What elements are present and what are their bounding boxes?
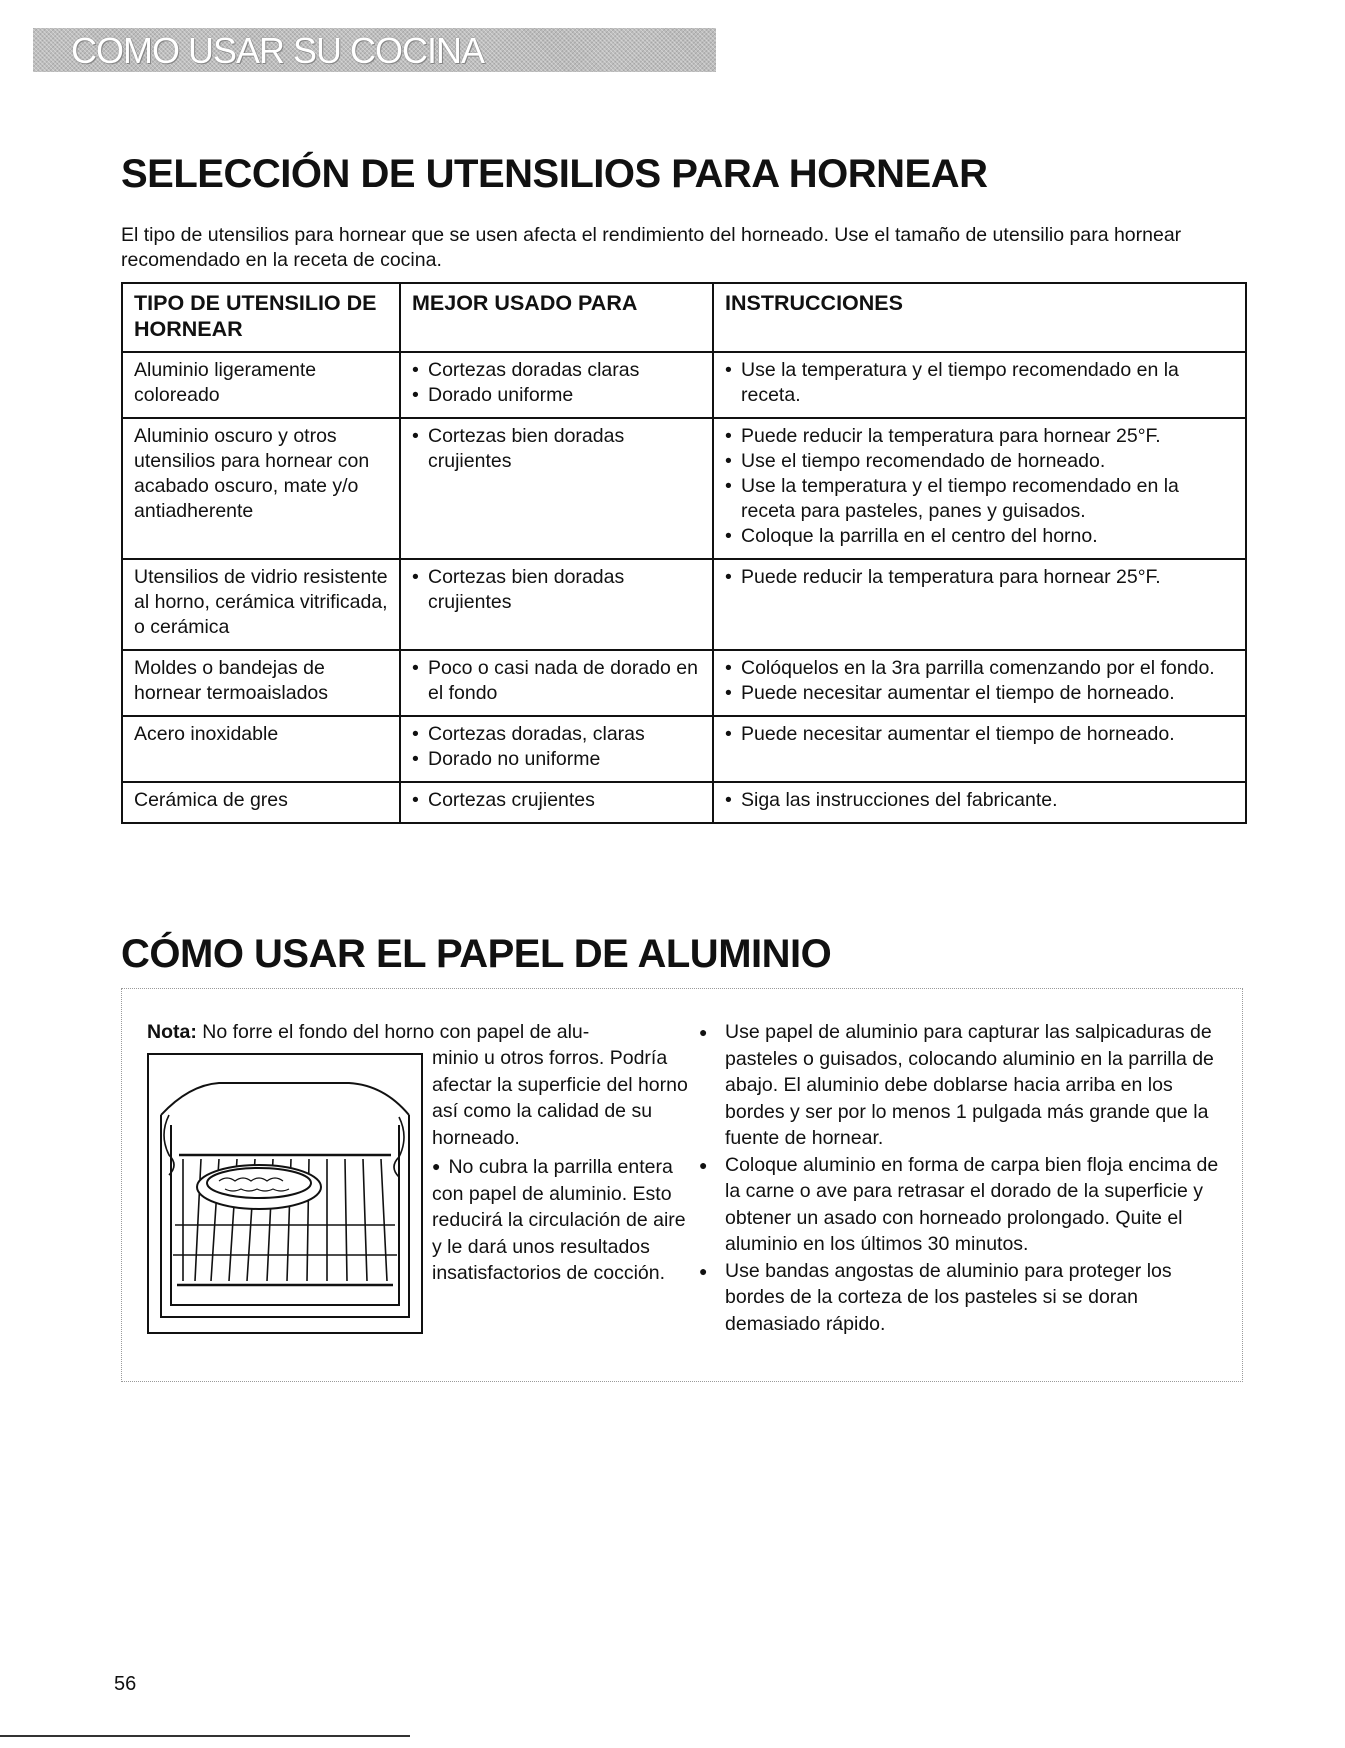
note-bullet-text: No cubra la parrilla entera con papel de aluminio. Esto reducirá la circulación de aire y le dará unos resultados insatisfactorios de cocción. bbox=[432, 1156, 686, 1284]
cell-utensil-type: Utensilios de vidrio resistente al horno, cerámica vitrificada, o cerámica bbox=[122, 559, 400, 650]
bullet-line: • Poco o casi nada de dorado en el fondo bbox=[412, 656, 702, 706]
bullet-dot-icon: ● bbox=[699, 1156, 708, 1173]
table-row bbox=[122, 782, 1246, 823]
bullet-dot-icon: ● bbox=[699, 1024, 708, 1040]
bullet-line: • Cortezas doradas, claras bbox=[412, 722, 702, 747]
tip-text: Use bandas angostas de aluminio para proteger los bordes de la corteza de los pasteles si se doran demasiado rápido. bbox=[725, 1259, 1172, 1335]
table-row bbox=[122, 352, 1246, 418]
header-best-for: MEJOR USADO PARA bbox=[400, 283, 713, 352]
bullet-line: • Dorado no uniforme bbox=[412, 747, 702, 772]
cell-instructions bbox=[713, 418, 1246, 559]
cell-utensil-type: Acero inoxidable bbox=[122, 716, 400, 782]
table-row bbox=[122, 650, 1246, 716]
table-row bbox=[122, 716, 1246, 782]
cell-best-for bbox=[400, 352, 713, 418]
foil-tips-column bbox=[699, 1019, 1229, 1337]
note-first-line bbox=[147, 1019, 687, 1046]
cell-best-for bbox=[400, 716, 713, 782]
note-first-text: No forre el fondo del horno con papel de alu- bbox=[202, 1021, 590, 1043]
oven-interior-icon bbox=[149, 1055, 421, 1332]
bullet-line: • Use la temperatura y el tiempo recomendado en la receta. bbox=[725, 358, 1235, 408]
foil-section-box bbox=[121, 988, 1243, 1382]
note-label: Nota: bbox=[147, 1021, 197, 1043]
page-title-baking-utensils: SELECCIÓN DE UTENSILIOS PARA HORNEAR bbox=[121, 152, 988, 196]
cell-utensil-type: Aluminio oscuro y otros utensilios para hornear con acabado oscuro, mate y/o antiadherente bbox=[122, 418, 400, 559]
bullet-line: • Use el tiempo recomendado de horneado. bbox=[725, 449, 1235, 474]
tip-text: Use papel de aluminio para capturar las salpicaduras de pasteles o guisados, colocando aluminio en la parrilla de abajo. El aluminio debe doblarse hacia arriba en los bordes y ser por lo menos 1 pulgada más grande que la fuente de hornear. bbox=[725, 1021, 1214, 1149]
bullet-line: • Colóquelos en la 3ra parrilla comenzando por el fondo. bbox=[725, 656, 1235, 681]
bullet-dot-icon: ● bbox=[432, 1158, 441, 1174]
bullet-line: • Cortezas doradas claras bbox=[412, 358, 702, 383]
list-item bbox=[699, 1258, 1229, 1338]
page-number: 56 bbox=[114, 1673, 137, 1695]
cell-utensil-type: Moldes o bandejas de hornear termoaislados bbox=[122, 650, 400, 716]
bullet-line: • Puede necesitar aumentar el tiempo de horneado. bbox=[725, 722, 1235, 747]
cell-instructions bbox=[713, 782, 1246, 823]
oven-rack-illustration bbox=[147, 1053, 423, 1334]
tip-text: Coloque aluminio en forma de carpa bien floja encima de la carne o ave para retrasar el dorado de la superficie y obtener un asado con horneado prolongado. Quite el aluminio en los últimos 30 minutos. bbox=[725, 1153, 1219, 1255]
footer-rule bbox=[0, 1735, 410, 1737]
bullet-line: • Puede necesitar aumentar el tiempo de horneado. bbox=[725, 681, 1235, 706]
bullet-line: • Puede reducir la temperatura para hornear 25°F. bbox=[725, 565, 1235, 590]
note-bullet bbox=[432, 1153, 692, 1287]
intro-paragraph: El tipo de utensilios para hornear que se usen afecta el rendimiento del horneado. Use el tamaño de utensilio para hornear recomendado en la receta de cocina. bbox=[121, 224, 1182, 271]
header-utensil-type: TIPO DE UTENSILIO DE HORNEAR bbox=[122, 283, 400, 352]
cell-best-for bbox=[400, 650, 713, 716]
bullet-line: • Cortezas bien doradas crujientes bbox=[412, 565, 702, 615]
header-instructions: INSTRUCCIONES bbox=[713, 283, 1246, 352]
cell-instructions bbox=[713, 352, 1246, 418]
note-continuation bbox=[432, 1045, 692, 1287]
bullet-line: • Siga las instrucciones del fabricante. bbox=[725, 788, 1235, 813]
section-title-foil: CÓMO USAR EL PAPEL DE ALUMINIO bbox=[121, 932, 832, 976]
cell-best-for bbox=[400, 782, 713, 823]
bullet-line: • Use la temperatura y el tiempo recomendado en la receta para pasteles, panes y guisados. bbox=[725, 474, 1235, 524]
utensils-table bbox=[121, 282, 1247, 824]
bullet-line: • Cortezas bien doradas crujientes bbox=[412, 424, 702, 474]
bullet-line: • Coloque la parrilla en el centro del horno. bbox=[725, 524, 1235, 549]
section-banner-label: COMO USAR SU COCINA bbox=[71, 30, 485, 71]
cell-instructions bbox=[713, 559, 1246, 650]
cell-instructions bbox=[713, 716, 1246, 782]
note-rest-text: minio u otros forros. Podría afectar la superficie del horno así como la calidad de su horneado. bbox=[432, 1047, 688, 1149]
table-row bbox=[122, 559, 1246, 650]
cell-utensil-type: Aluminio ligeramente coloreado bbox=[122, 352, 400, 418]
bullet-line: • Puede reducir la temperatura para hornear 25°F. bbox=[725, 424, 1235, 449]
cell-instructions bbox=[713, 650, 1246, 716]
bullet-line: • Cortezas crujientes bbox=[412, 788, 702, 813]
list-item bbox=[699, 1019, 1229, 1152]
foil-tips-list bbox=[699, 1019, 1229, 1337]
bullet-line: • Dorado uniforme bbox=[412, 383, 702, 408]
table-header-row bbox=[122, 283, 1246, 352]
section-banner bbox=[33, 28, 716, 72]
table-row bbox=[122, 418, 1246, 559]
cell-best-for bbox=[400, 418, 713, 559]
table-body bbox=[122, 352, 1246, 823]
cell-utensil-type: Cerámica de gres bbox=[122, 782, 400, 823]
list-item bbox=[699, 1152, 1229, 1258]
bullet-dot-icon: ● bbox=[699, 1262, 708, 1279]
cell-best-for bbox=[400, 559, 713, 650]
